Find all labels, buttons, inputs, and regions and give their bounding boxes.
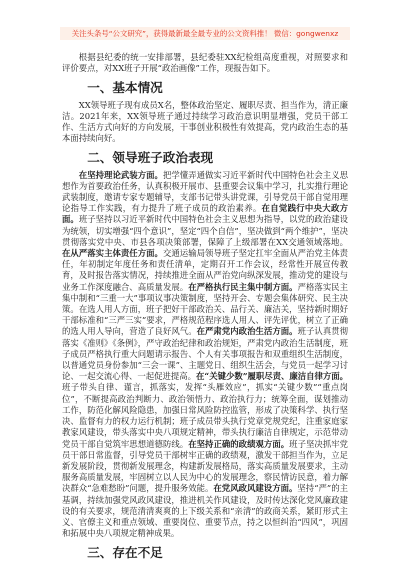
point-6-label: 在“关键少数”履职尽责、廉洁自律方面。 (196, 371, 349, 382)
point-8-label: 在党风政风建设方面。 (213, 483, 298, 494)
section-3-heading: 三、存在不足 (87, 545, 163, 561)
section-2-heading: 二、领导班子政治表现 (87, 150, 214, 166)
document-body (62, 52, 348, 565)
promo-banner: 关注头条号“公文研究”，获得最新最全最专业的公文资料推！ 微信：gongwenxz (60, 27, 350, 40)
section-1-heading: 一、基本情况 (87, 80, 163, 96)
point-4-text: 严格落实民主集中制和“三重一大”事项议事决策制度，坚持开会、专题会集体研究、民主决策。在选人用人方面，班子把好干部政治关、品行关、廉洁关，坚持新时期好干部标准和“三严三实”要求，严格规范程序选人用人、评先评优，树立了正确的选人用人导向，营造了良好风气。 (62, 281, 349, 337)
point-5-text: 班子认真贯彻落实《准则》《条例》，严守政治纪律和政治规矩，严肃党内政治生活制度，班子成员严格执行重大问题请示报告、个人有关事项报告和双重组织生活制度，以普通党员身份参加“三会一课”、主题党日、组织生活会，与党员一起学习讨论、一起交流心得、一起促进提高。 (62, 326, 349, 382)
point-8-text: 坚持“严”的主基调，持续加强党风政风建设，推进机关作风建设，及时传达深化党风廉政建设的有关要求，规范清清爽爽的上下级关系和“亲清”的政商关系，紧盯形式主义、官僚主义和重点领域、重要岗位、重要节点，持之以恒纠治“四风”，巩固和拓展中央八项规定精神成果。 (62, 483, 348, 539)
point-3-label: 在从严落实主体责任方面。 (62, 248, 163, 259)
intro-paragraph: 根据县纪委的统一安排部署，县纪委驻XX纪检组高度重视，对照要求和评价要点，对XX班子开展“政治画像”工作，现报告如下。 (62, 52, 348, 74)
point-7-label: 在坚持正确的政绩观方面。 (188, 438, 290, 449)
point-7-text: 班子坚决抓牢党员干部日常监督，引导党员干部树牢正确的政绩观，激发干部担当作为，立足新发展阶段，贯彻新发展理念，构建新发展格局，落实高质量发展要求，主动服务高质量发展，牢固树立以人民为中心的发展理念，察民情访民意，着力解决群众“急难愁盼”问题，提升服务效能。 (62, 438, 349, 494)
point-4-label: 在严格执行民主集中制方面。 (188, 281, 298, 292)
point-6-text: 班子带头自律、谨言，抓落实，发挥“头雁效应”，抓实“关键少数”“重点岗位”，不断提高政治判断力、政治领悟力、政治执行力；统筹全面，谋划推动工作，防范化解风险隐患，加强日常风险防控监管，形成了决策科学、执行坚决、监督有力的权力运行机制；班子成员带头执行党章党规党纪，注重家庭家教家风建设，带头落实中央八项规定精神，带头执行廉洁自律规定，示范带动党员干部自觉筑牢思想道德防线。 (62, 382, 348, 449)
section-1-paragraph: XX领导班子现有成员X名，整体政治坚定、履职尽责、担当作为，清正廉洁。2021年来，XX领导班子通过持续学习政治意识明显增强，党员干部工作、生活方式向好的方向发展，干事创业积极性有效提高，党内政治生态的基本面持续向好。 (62, 99, 348, 144)
point-5-label: 在严肃党内政治生活方面。 (196, 326, 298, 337)
section-2-paragraph (62, 170, 348, 540)
point-3-text: 交通运输局领导班子坚定扛牢全面从严治党主体责任，年初制定年度任务和责任清单，定期召开工作会议，经常性开展宣传教育，及时报告落实情况，持续推进全面从严治党向纵深发展，推动党的建设与业务工作深度融合、高质量发展。 (62, 248, 349, 292)
point-2-text: 班子坚持以习近平新时代中国特色社会主义思想为指导，以党的政治建设为统领，切实增强“四个意识”，坚定“四个自信”，坚决做到“两个维护”，坚决贯彻落实党中央、市县各项决策部署，保障了上级部署在XX交通领域落地。 (62, 214, 348, 247)
point-2-label: 在自觉践行中央大政方面。 (62, 203, 349, 225)
point-1-label: 在坚持理论武装方面。 (78, 169, 163, 180)
point-1-text: 把学懂弄通做实习近平新时代中国特色社会主义思想作为首要政治任务，认真积极开展市、县重要会议集中学习，扎实推行理论武装制度，邀请专家专题辅导，支部书记带头讲党课，引导党员干部自觉用理论指导工作实践，有力提升了班子成员的政治素养。 (62, 169, 349, 214)
